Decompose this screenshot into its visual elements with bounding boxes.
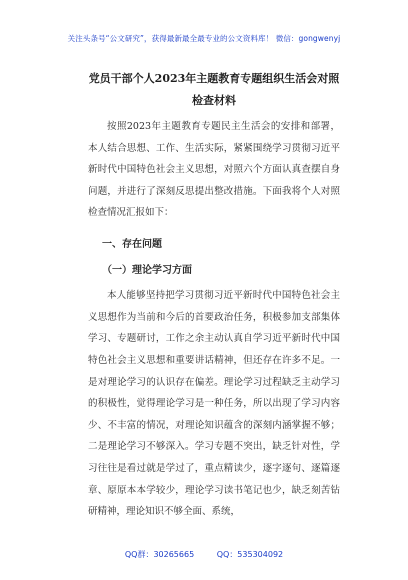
banner-text: 关注头条号“公文研究”，获得最新最全最专业的公文资料库！ 微信：gongwenyj [67, 34, 341, 43]
header-banner [0, 6, 408, 66]
section-heading: 一、存在问题 [102, 238, 162, 250]
footer-qq: QQ：535304092 [216, 550, 284, 559]
document-title: 党员干部个人2023年主题教育专题组织生活会对照检查材料 [88, 72, 340, 107]
footer-qq-group: QQ群：30265665 [124, 550, 195, 559]
subsection-heading: （一）理论学习方面 [102, 264, 192, 276]
spacer [88, 224, 340, 228]
body-paragraph: 本人能够坚持把学习贯彻习近平新时代中国特色社会主义思想作为当前和今后的首要政治任务，积极参加支部集体学习、专题研讨，工作之余主动认真自学习近平新时代中国特色社会主义思想和重要讲话精神，但还存在许多不足。一是对理论学习的认识存在偏差。理论学习过程缺乏主动学习的积极性，觉得理论学习是一种任务，所以出现了学习内容少、不丰富的情况，对理论知识蕴含的深刻内涵掌握不够；二是理论学习不够深入。学习专题不突出，缺乏针对性，学习往往是看过就是学过了，重点精读少，逐字逐句、逐篇逐章、原原本本学较少，理论学习读书笔记也少，缺乏刻苦钻研精神，理论知识不够全面、系统， [88, 290, 340, 518]
footer [0, 549, 408, 560]
intro-paragraph: 按照2023年主题教育专题民主生活会的安排和部署，本人结合思想、工作、生活实际，紧紧围绕学习贯彻习近平新时代中国特色社会主义思想，对照六个方面认真查摆自身问题，并进行了深刻反思提出整改措施。下面我将个人对照检查情况汇报如下： [88, 121, 340, 219]
document-body [88, 116, 340, 523]
